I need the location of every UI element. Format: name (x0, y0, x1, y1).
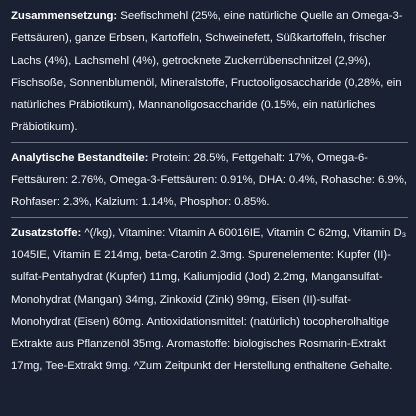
composition-label: Zusammensetzung: (11, 10, 118, 22)
analytical-label: Analytische Bestandteile: (11, 151, 149, 164)
analytical-paragraph (11, 147, 408, 214)
additives-label: Zusatzstoffe: (11, 226, 82, 239)
composition-text: Seefischmehl (25%, eine natürliche Quelle an Omega-3-Fettsäuren), ganze Erbsen, Kartoffeln, Schweinefett, Süßkartoffeln, frischer Lachs (4%), Lachsmehl (4%), getrocknete Zuckerrübenschnitzel (2,9%), Fischsoße, Sonnenblumenöl, Mineralstoffe, Fructooligosaccharide (0,28%, ein natürliches Präbiotikum), Mannanoligosaccharide (0.15%, ein natürliches Präbiotikum). (11, 10, 403, 134)
analytical-section (11, 147, 408, 214)
additives-paragraph (11, 222, 408, 378)
composition-paragraph (11, 5, 408, 139)
divider-2 (11, 217, 408, 218)
additives-section (11, 222, 408, 378)
divider-1 (11, 142, 408, 143)
additives-text: ^(/kg), Vitamine: Vitamin A 60016IE, Vitamin C 62mg, Vitamin D₃ 1045IE, Vitamin E 214mg, beta-Carotin 2.3mg. Spurenelemente: Kupfer (II)-sulfat-Pentahydrat (Kupfer) 11mg, Kaliumjodid (Jod) 2.2mg, Mangansulfat-Monohydrat (Mangan) 34mg, Zinkoxid (Zink) 99mg, Eisen (II)-sulfat-Monohydrat (Eisen) 60mg. Antioxidationsmittel: (natürlich) tocopherolhaltige Extrakte aus Pflanzenöl 35mg. Aromastoffe: biologisches Rosmarin-Extrakt 17mg, Tee-Extrakt 9mg. ^Zum Zeitpunkt der Herstellung enthaltene Gehalte. (11, 226, 407, 373)
analytical-text: Protein: 28.5%, Fettgehalt: 17%, Omega-6-Fettsäuren: 2.76%, Omega-3-Fettsäuren: 0.91%, DHA: 0.4%, Rohasche: 6.9%, Rohfaser: 2.3%, Kalzium: 1.14%, Phosphor: 0.85%. (11, 151, 407, 209)
composition-section (11, 5, 408, 139)
